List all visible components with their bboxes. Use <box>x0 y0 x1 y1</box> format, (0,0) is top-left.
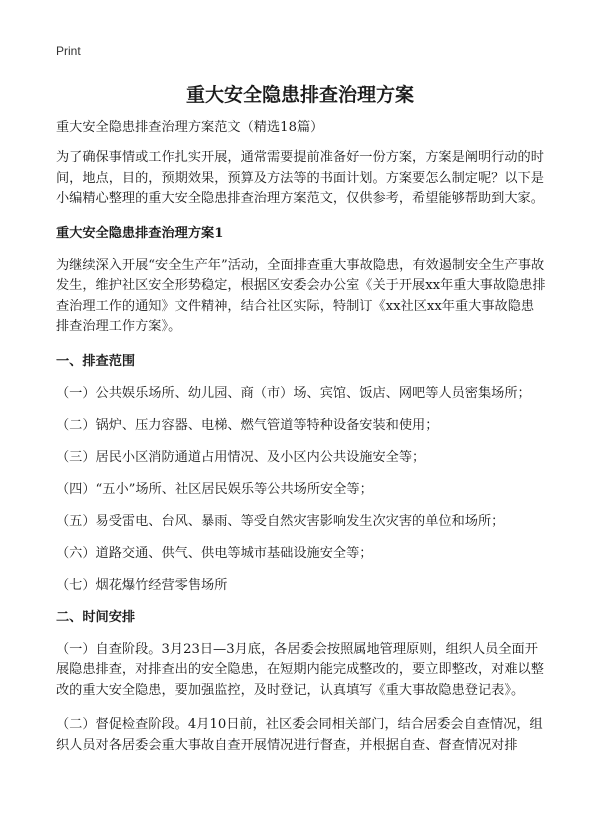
schedule-paragraph: （二）督促检查阶段。4月10日前，社区委会同相关部门，结合居委会自查情况，组织人员对各居委会重大事故自查开展情况进行督查，并根据自查、督查情况对排 <box>56 717 543 753</box>
document-title: 重大安全隐患排查治理方案 <box>185 84 414 106</box>
document-body <box>56 118 546 770</box>
document-subtitle: 重大安全隐患排查治理方案范文（精选18篇） <box>56 120 324 135</box>
schedule-heading: 二、时间安排 <box>56 609 136 625</box>
scope-heading: 一、排查范围 <box>56 353 136 369</box>
print-link[interactable]: Print <box>56 44 81 58</box>
list-item: （四）“五小”场所、社区居民娱乐等公共场所安全等； <box>56 481 373 497</box>
list-item: （五）易受雷电、台风、暴雨、等受自然灾害影响发生次灾害的单位和场所； <box>56 513 505 529</box>
list-item: （二）锅炉、压力容器、电梯、燃气管道等特种设备安装和使用； <box>56 417 439 433</box>
list-item: （一）公共娱乐场所、幼儿园、商（市）场、宾馆、饭店、网吧等人员密集场所； <box>56 385 531 401</box>
section-paragraph: 为继续深入开展“安全生产年”活动，全面排查重大事故隐患，有效遏制安全生产事故发生，维护社区安全形势稳定，根据区安委会办公室《关于开展xx年重大事故隐患排查治理工作的通知》文件精神，结合社区实际，特制订《xx社区xx年重大事故隐患排查治理工作方案》。 <box>56 257 546 334</box>
scope-list <box>56 384 546 596</box>
schedule-paragraph: （一）自查阶段。3月23日—3月底，各居委会按照属地管理原则，组织人员全面开展隐患排查，对排查出的安全隐患，在短期内能完成整改的，要立即整改，对难以整改的重大安全隐患，要加强监控，及时登记，认真填写《重大事故隐患登记表》。 <box>56 641 544 698</box>
section-heading: 重大安全隐患排查治理方案1 <box>56 225 224 241</box>
list-item: （三）居民小区消防通道占用情况、及小区内公共设施安全等； <box>56 449 426 465</box>
list-item: （七）烟花爆竹经营零售场所 <box>56 577 228 593</box>
intro-paragraph: 为了确保事情或工作扎实开展，通常需要提前准备好一份方案，方案是阐明行动的时间，地点，目的，预期效果，预算及方法等的书面计划。方案要怎么制定呢？以下是小编精心整理的重大安全隐患排查治理方案范文，仅供参考，希望能够帮助到大家。 <box>56 150 544 206</box>
list-item: （六）道路交通、供气、供电等城市基础设施安全等； <box>56 545 373 561</box>
